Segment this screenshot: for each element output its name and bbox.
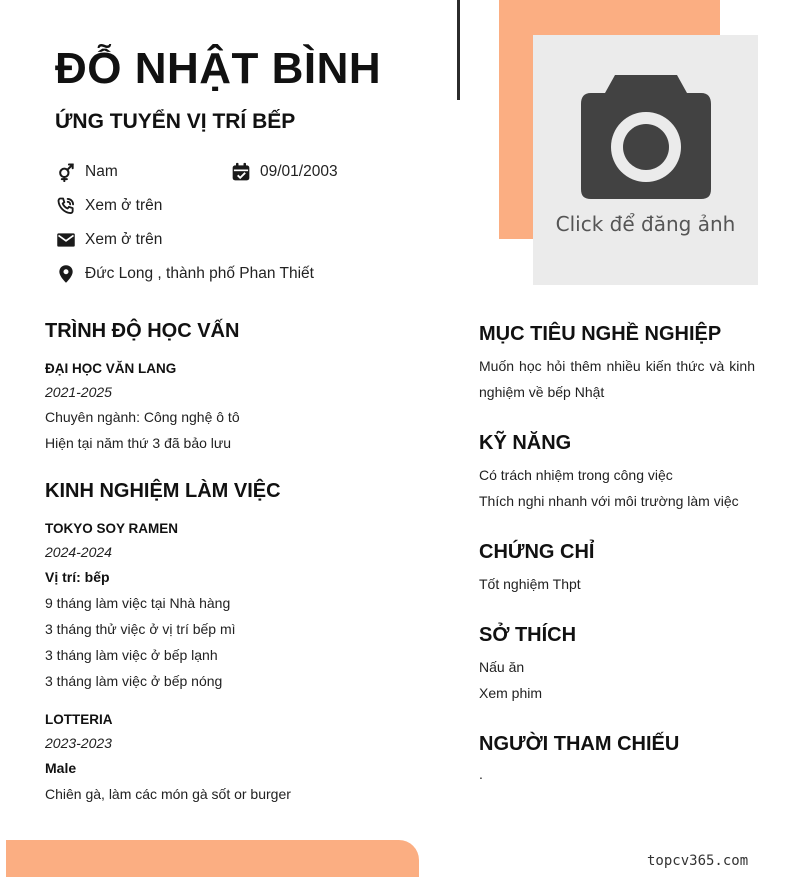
experience-detail: Chiên gà, làm các món gà sốt or burger — [45, 786, 291, 802]
certificates-title: CHỨNG CHỈ — [479, 541, 595, 563]
candidate-name: ĐỖ NHẬT BÌNH — [55, 44, 382, 93]
experience-period: 2023-2023 — [45, 735, 112, 751]
experience-detail: 3 tháng làm việc ở bếp nóng — [45, 673, 223, 689]
objective-title: MỤC TIÊU NGHỀ NGHIỆP — [479, 323, 722, 345]
skill-item: Thích nghi nhanh với môi trường làm việc — [479, 493, 739, 509]
phone-info — [55, 195, 162, 217]
experience-role: Vị trí: bếp — [45, 569, 110, 585]
gender-value: Nam — [85, 163, 118, 180]
certificate-item: Tốt nghiệm Thpt — [479, 576, 581, 592]
hobby-item: Xem phim — [479, 685, 543, 701]
skill-item: Có trách nhiệm trong công việc — [479, 467, 673, 483]
header-divider — [457, 0, 460, 100]
education-period: 2021-2025 — [45, 384, 112, 400]
education-detail: Hiện tại năm thứ 3 đã bảo lưu — [45, 435, 232, 451]
email-value: Xem ở trên — [85, 231, 163, 248]
references-title: NGƯỜI THAM CHIẾU — [479, 733, 680, 755]
gender-icon — [55, 161, 77, 183]
company-name: LOTTERIA — [45, 712, 113, 727]
experience-detail: 3 tháng làm việc ở bếp lạnh — [45, 647, 218, 663]
education-detail: Chuyên ngành: Công nghệ ô tô — [45, 409, 240, 425]
site-watermark: topcv365.com — [647, 853, 749, 869]
references-text: . — [479, 766, 483, 782]
applied-position: ỨNG TUYỂN VỊ TRÍ BẾP — [55, 110, 296, 133]
envelope-icon — [55, 229, 77, 251]
camera-icon — [577, 71, 715, 203]
hobbies-title: SỞ THÍCH — [479, 624, 577, 646]
experience-period: 2024-2024 — [45, 544, 112, 560]
phone-icon — [55, 195, 77, 217]
photo-upload[interactable] — [533, 35, 758, 285]
gender-info — [55, 161, 118, 183]
experience-role: Male — [45, 760, 77, 776]
phone-value: Xem ở trên — [85, 197, 163, 214]
school-name: ĐẠI HỌC VĂN LANG — [45, 361, 177, 376]
birthday-info — [230, 161, 338, 183]
map-pin-icon — [55, 263, 77, 285]
education-title: TRÌNH ĐỘ HỌC VẤN — [45, 320, 240, 342]
hobby-item: Nấu ăn — [479, 659, 525, 675]
experience-detail: 9 tháng làm việc tại Nhà hàng — [45, 595, 231, 611]
experience-title: KINH NGHIỆM LÀM VIỆC — [45, 480, 281, 502]
objective-text: Muốn học hỏi thêm nhiều kiến thức và kinh nghiệm về bếp Nhật — [479, 358, 755, 400]
skills-title: KỸ NĂNG — [479, 432, 572, 454]
company-name: TOKYO SOY RAMEN — [45, 521, 179, 536]
address-info — [55, 263, 314, 285]
birthday-value: 09/01/2003 — [260, 163, 338, 180]
email-info — [55, 229, 162, 251]
experience-detail: 3 tháng thử việc ở vị trí bếp mì — [45, 621, 236, 637]
calendar-icon — [230, 161, 252, 183]
address-value: Đức Long , thành phố Phan Thiết — [85, 265, 314, 282]
footer-accent-bar — [6, 840, 419, 877]
photo-upload-label: Click để đăng ảnh — [555, 212, 736, 236]
